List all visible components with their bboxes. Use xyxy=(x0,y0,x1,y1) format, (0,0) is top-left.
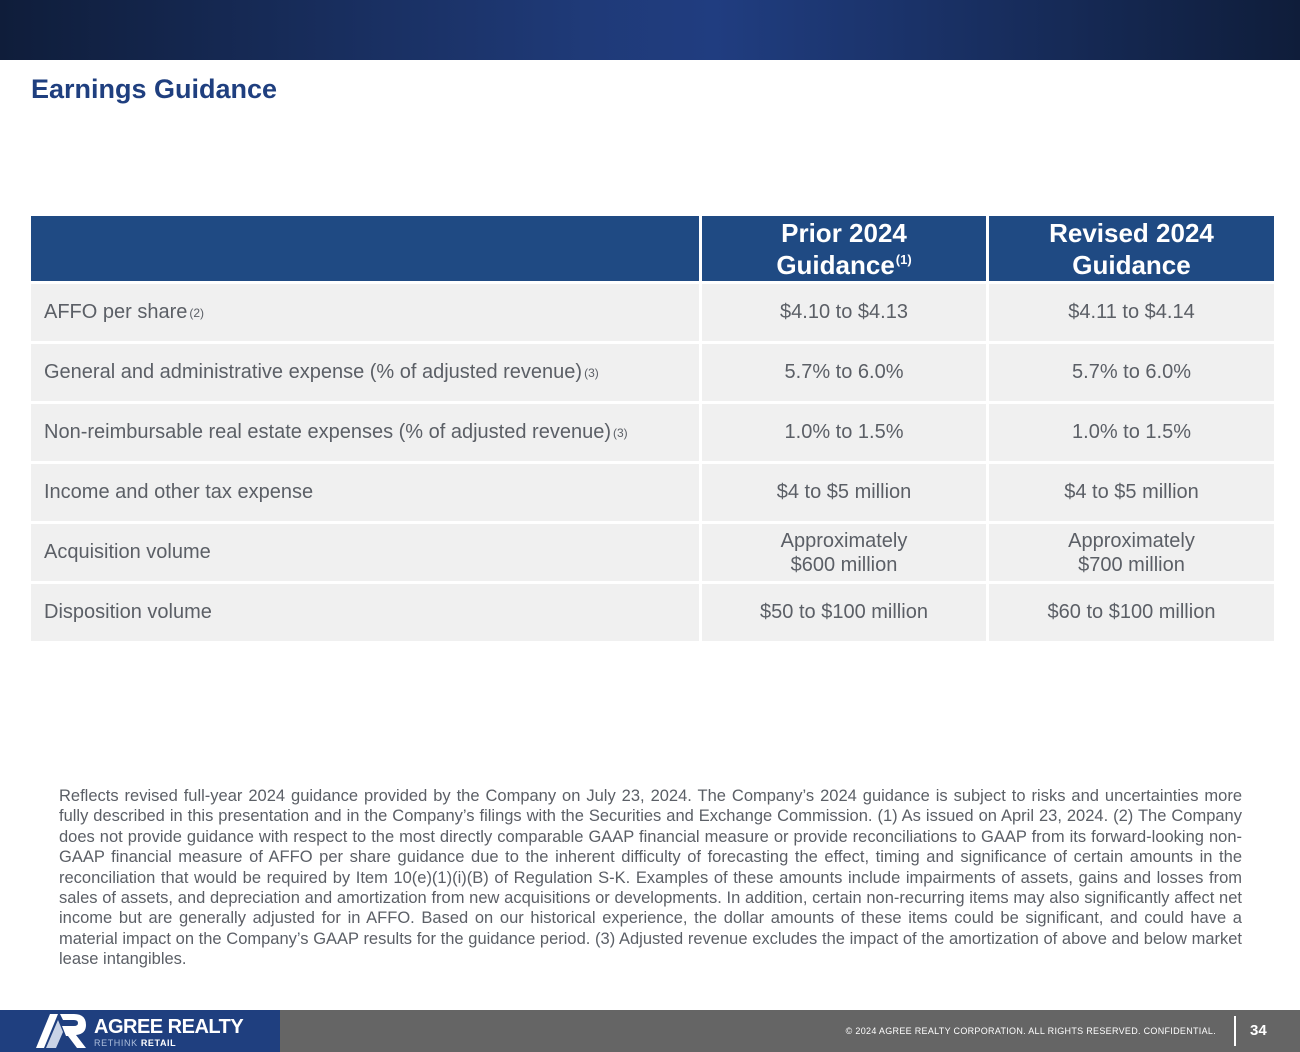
row-prior-value xyxy=(702,524,986,581)
guidance-table xyxy=(31,216,1274,644)
row-prior-value: $4.10 to $4.13 xyxy=(702,284,986,341)
logo-tag-bold: RETAIL xyxy=(140,1038,177,1048)
row-revised-line2: $700 million xyxy=(1078,553,1185,576)
row-label-text: General and administrative expense (% of adjusted revenue) xyxy=(44,361,583,383)
footnote-text: Reflects revised full-year 2024 guidance provided by the Company on July 23, 2024. The Company’s 2024 guidance is subject to risks and uncertainties more fully described in this presentation and in the Company’s filings with the Securities and Exchange Commission. (1) As issued on April 23, 2024. (2) The Company does not provide guidance with respect to the most directly comparable GAAP financial measure or provide reconciliations to GAAP from its forward-looking non-GAAP financial measure of AFFO per share guidance due to the inherent difficulty of forecasting the effect, timing and significance of certain amounts in the reconciliation that would be required by Item 10(e)(1)(i)(B) of Regulation S-K. Examples of these amounts include impairments of assets, gains and losses from sales of assets, and depreciation and amortization from new acquisitions or developments. In addition, certain non-recurring items may also significantly affect net income but are generally adjusted for in AFFO. Based on our historical experience, the dollar amounts of these items could be significant, and could have a material impact on the Company’s GAAP results for the guidance period. (3) Adjusted revenue excludes the impact of the amortization of above and below market lease intangibles. xyxy=(59,787,1242,969)
row-label xyxy=(31,464,699,521)
row-revised-line1: Approximately xyxy=(1068,529,1195,552)
header-revised-guidance xyxy=(989,216,1274,281)
footer-divider xyxy=(1234,1016,1236,1046)
row-revised-value xyxy=(989,524,1274,581)
table-row xyxy=(31,284,1274,341)
page-title: Earnings Guidance xyxy=(31,74,278,104)
row-prior-value: 5.7% to 6.0% xyxy=(702,344,986,401)
row-label-text: Disposition volume xyxy=(44,601,212,623)
row-label xyxy=(31,524,699,581)
table-row xyxy=(31,524,1274,581)
table-row xyxy=(31,344,1274,401)
row-revised-value: $4.11 to $4.14 xyxy=(989,284,1274,341)
row-revised-value: $60 to $100 million xyxy=(989,584,1274,641)
row-label: AFFO per share (2) xyxy=(31,284,699,341)
row-revised-value: 1.0% to 1.5% xyxy=(989,404,1274,461)
agree-logo-icon xyxy=(36,1014,88,1048)
table-header-row xyxy=(31,216,1274,281)
row-label-text: AFFO per share xyxy=(44,301,188,323)
header-prior-line1: Prior 2024 xyxy=(781,217,907,248)
logo-wordmark: AGREE REALTY xyxy=(94,1016,244,1038)
table-row xyxy=(31,404,1274,461)
header-label-cell xyxy=(31,216,699,281)
row-prior-line2: $600 million xyxy=(790,553,898,576)
header-prior-footnote-ref: (1) xyxy=(895,251,912,267)
row-prior-value: $50 to $100 million xyxy=(702,584,986,641)
row-label-text: Acquisition volume xyxy=(44,541,211,563)
row-label: Non-reimbursable real estate expenses (% of adjusted revenue) (3) xyxy=(31,404,699,461)
copyright-notice: © 2024 AGREE REALTY CORPORATION. ALL RIGHTS RESERVED. CONFIDENTIAL. xyxy=(845,1026,1216,1036)
row-label xyxy=(31,584,699,641)
top-banner xyxy=(0,0,1300,60)
row-revised-value: $4 to $5 million xyxy=(989,464,1274,521)
header-prior-line2: Guidance xyxy=(776,249,895,280)
row-label: General and administrative expense (% of adjusted revenue) (3) xyxy=(31,344,699,401)
row-label-text: Income and other tax expense xyxy=(44,481,314,503)
header-prior-guidance xyxy=(702,216,986,281)
table-row xyxy=(31,584,1274,641)
company-logo xyxy=(0,1010,280,1052)
table-row xyxy=(31,464,1274,521)
header-revised-line1: Revised 2024 xyxy=(1049,217,1214,248)
row-prior-line1: Approximately xyxy=(780,529,908,552)
header-prior-line2-wrap xyxy=(776,249,911,281)
page-number: 34 xyxy=(1250,1022,1267,1039)
row-prior-value: 1.0% to 1.5% xyxy=(702,404,986,461)
logo-tagline xyxy=(94,1038,176,1048)
logo-tag-thin: RETHINK xyxy=(94,1038,138,1048)
header-revised-line2: Guidance xyxy=(1072,249,1191,280)
footer-bar xyxy=(0,1010,1300,1052)
row-prior-value: $4 to $5 million xyxy=(702,464,986,521)
row-label-text: Non-reimbursable real estate expenses (% of adjusted revenue) xyxy=(44,421,611,443)
row-revised-value: 5.7% to 6.0% xyxy=(989,344,1274,401)
